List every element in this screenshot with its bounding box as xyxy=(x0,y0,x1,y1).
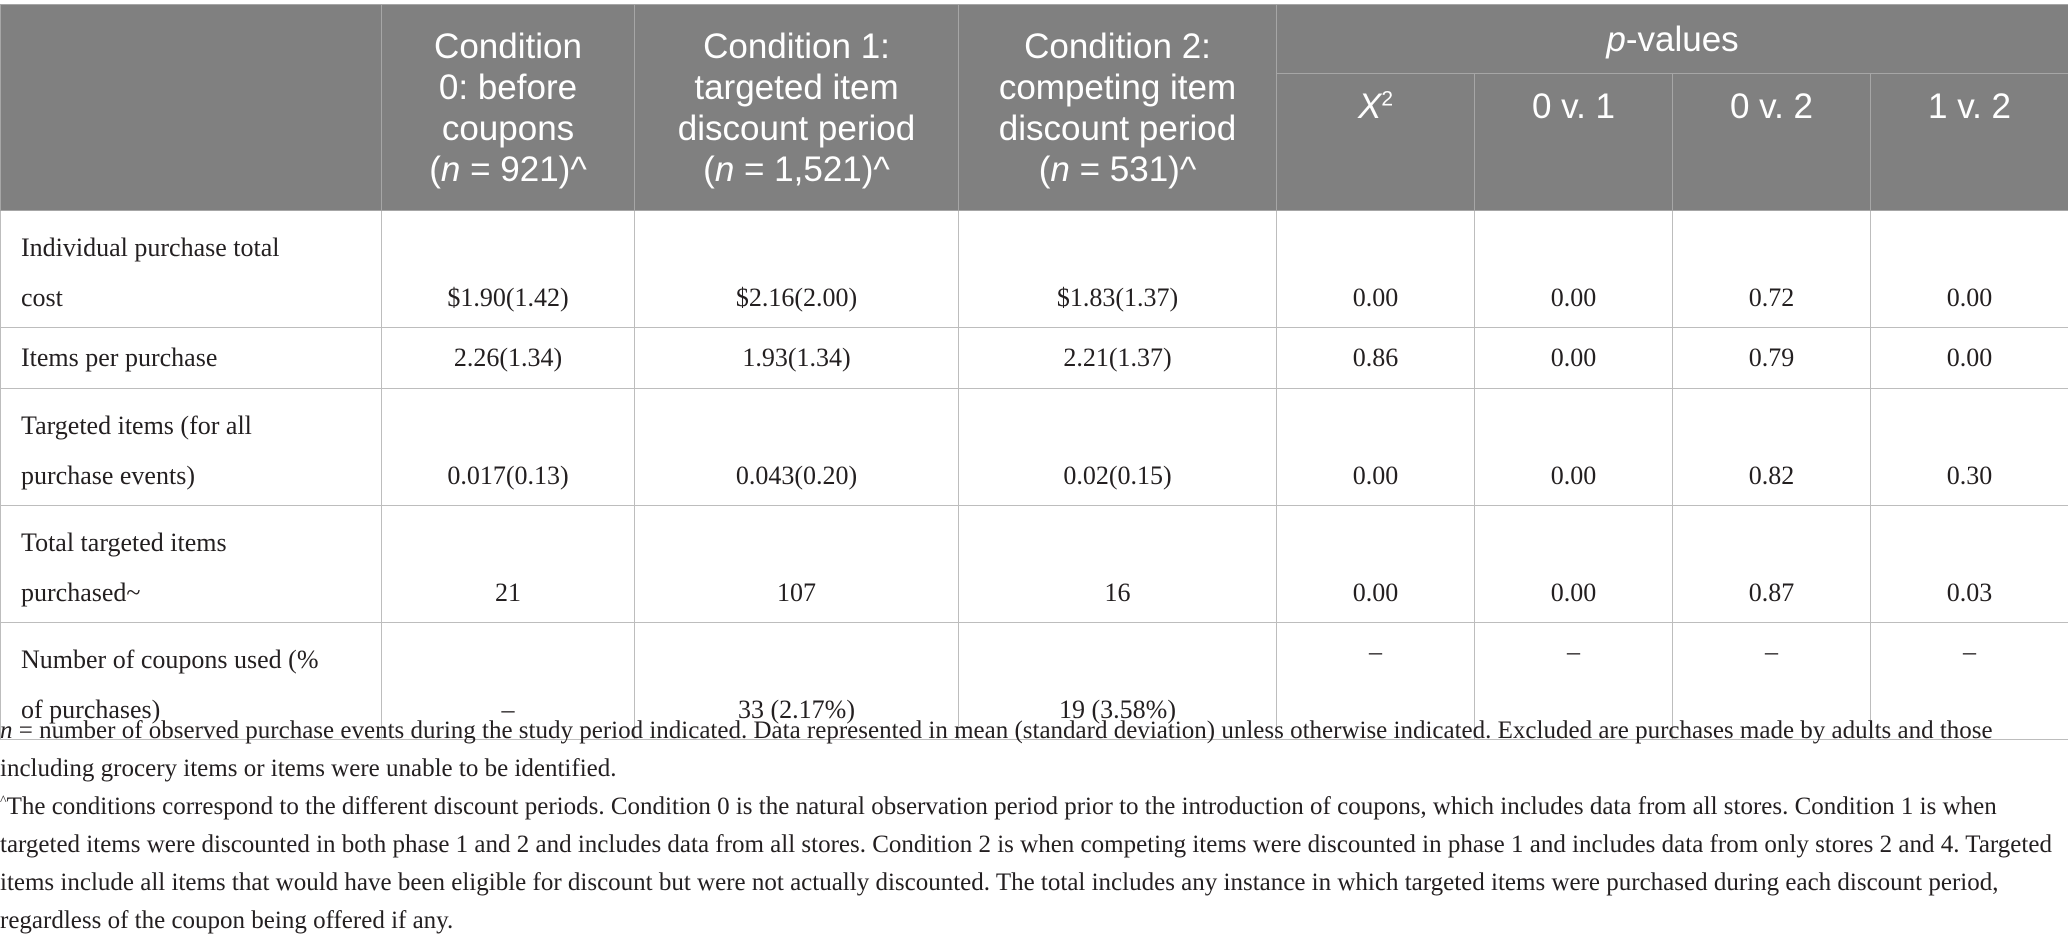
header-condition-0: Condition 0: before coupons (n = 921)^ xyxy=(382,5,635,211)
cell-condition-2: 0.02(0.15) xyxy=(959,389,1277,506)
cell-p-1-v-2: – xyxy=(1871,623,2068,740)
header-p-values: p-values xyxy=(1277,5,2068,74)
table-row xyxy=(1,328,2068,389)
row-label: Total targeted items purchased~ xyxy=(1,506,382,623)
cell-p-1-v-2: 0.03 xyxy=(1871,506,2068,623)
footnote-n-definition: n = number of observed purchase events during the study period indicated. Data represented in mean (standard deviation) unless otherwise indicated. Excluded are purchases made by adults and those including grocery items or items were unable to be identified. xyxy=(0,717,1993,782)
cell-p-0-v-1: – xyxy=(1475,623,1673,740)
header-condition-1: Condition 1: targeted item discount period (n = 1,521)^ xyxy=(635,5,959,211)
results-table-container xyxy=(0,4,2068,740)
cell-p-1-v-2: 0.00 xyxy=(1871,211,2068,328)
cell-condition-1: 0.043(0.20) xyxy=(635,389,959,506)
cell-p-1-v-2: 0.00 xyxy=(1871,328,2068,389)
cell-condition-2: $1.83(1.37) xyxy=(959,211,1277,328)
cell-p-0-v-2: – xyxy=(1673,623,1871,740)
row-label: Number of coupons used (% of purchases) xyxy=(1,623,382,740)
results-table xyxy=(0,4,2068,740)
table-row xyxy=(1,389,2068,506)
cell-p-1-v-2: 0.30 xyxy=(1871,389,2068,506)
cell-condition-2: 2.21(1.37) xyxy=(959,328,1277,389)
cell-p-0-v-1: 0.00 xyxy=(1475,211,1673,328)
cell-condition-1: 1.93(1.34) xyxy=(635,328,959,389)
cell-condition-0: 2.26(1.34) xyxy=(382,328,635,389)
cell-p-0-v-1: 0.00 xyxy=(1475,506,1673,623)
cell-condition-0: – xyxy=(382,623,635,740)
cell-condition-0: $1.90(1.42) xyxy=(382,211,635,328)
header-chi-square: $X^2$ xyxy=(1277,74,1475,211)
header-0-v-1: 0 v. 1 xyxy=(1475,74,1673,211)
cell-condition-1: $2.16(2.00) xyxy=(635,211,959,328)
cell-p-0-v-1: 0.00 xyxy=(1475,328,1673,389)
cell-condition-0: 21 xyxy=(382,506,635,623)
cell-condition-1: 107 xyxy=(635,506,959,623)
cell-condition-2: 19 (3.58%) xyxy=(959,623,1277,740)
table-body xyxy=(1,211,2068,740)
cell-condition-2: 16 xyxy=(959,506,1277,623)
cell-chi-square: 0.00 xyxy=(1277,211,1475,328)
cell-chi-square: 0.00 xyxy=(1277,506,1475,623)
header-empty-cell xyxy=(1,5,382,211)
cell-condition-1: 33 (2.17%) xyxy=(635,623,959,740)
cell-p-0-v-2: 0.72 xyxy=(1673,211,1871,328)
row-label: Items per purchase xyxy=(1,328,382,389)
cell-p-0-v-2: 0.79 xyxy=(1673,328,1871,389)
cell-chi-square: – xyxy=(1277,623,1475,740)
row-label: Targeted items (for all purchase events) xyxy=(1,389,382,506)
table-header xyxy=(1,5,2068,211)
row-label: Individual purchase total cost xyxy=(1,211,382,328)
header-1-v-2: 1 v. 2 xyxy=(1871,74,2068,211)
cell-condition-0: 0.017(0.13) xyxy=(382,389,635,506)
footnote-conditions: ^The conditions correspond to the different discount periods. Condition 0 is the natural observation period prior to the introduction of coupons, which includes data from all stores. Condition 1 is when targeted items were discounted in both phase 1 and 2 and includes data from all stores. Condition 2 is when competing items were discounted in phase 1 and includes data from only stores 2 and 4. Targeted items include all items that would have been eligible for discount but were not actually discounted. The total includes any instance in which targeted items were purchased during each discount period, regardless of the coupon being offered if any. xyxy=(0,793,2052,934)
cell-chi-square: 0.00 xyxy=(1277,389,1475,506)
cell-p-0-v-1: 0.00 xyxy=(1475,389,1673,506)
table-row xyxy=(1,211,2068,328)
cell-p-0-v-2: 0.87 xyxy=(1673,506,1871,623)
table-footnotes xyxy=(0,712,2068,940)
table-row xyxy=(1,506,2068,623)
cell-p-0-v-2: 0.82 xyxy=(1673,389,1871,506)
cell-chi-square: 0.86 xyxy=(1277,328,1475,389)
header-condition-2: Condition 2: competing item discount period (n = 531)^ xyxy=(959,5,1277,211)
header-0-v-2: 0 v. 2 xyxy=(1673,74,1871,211)
